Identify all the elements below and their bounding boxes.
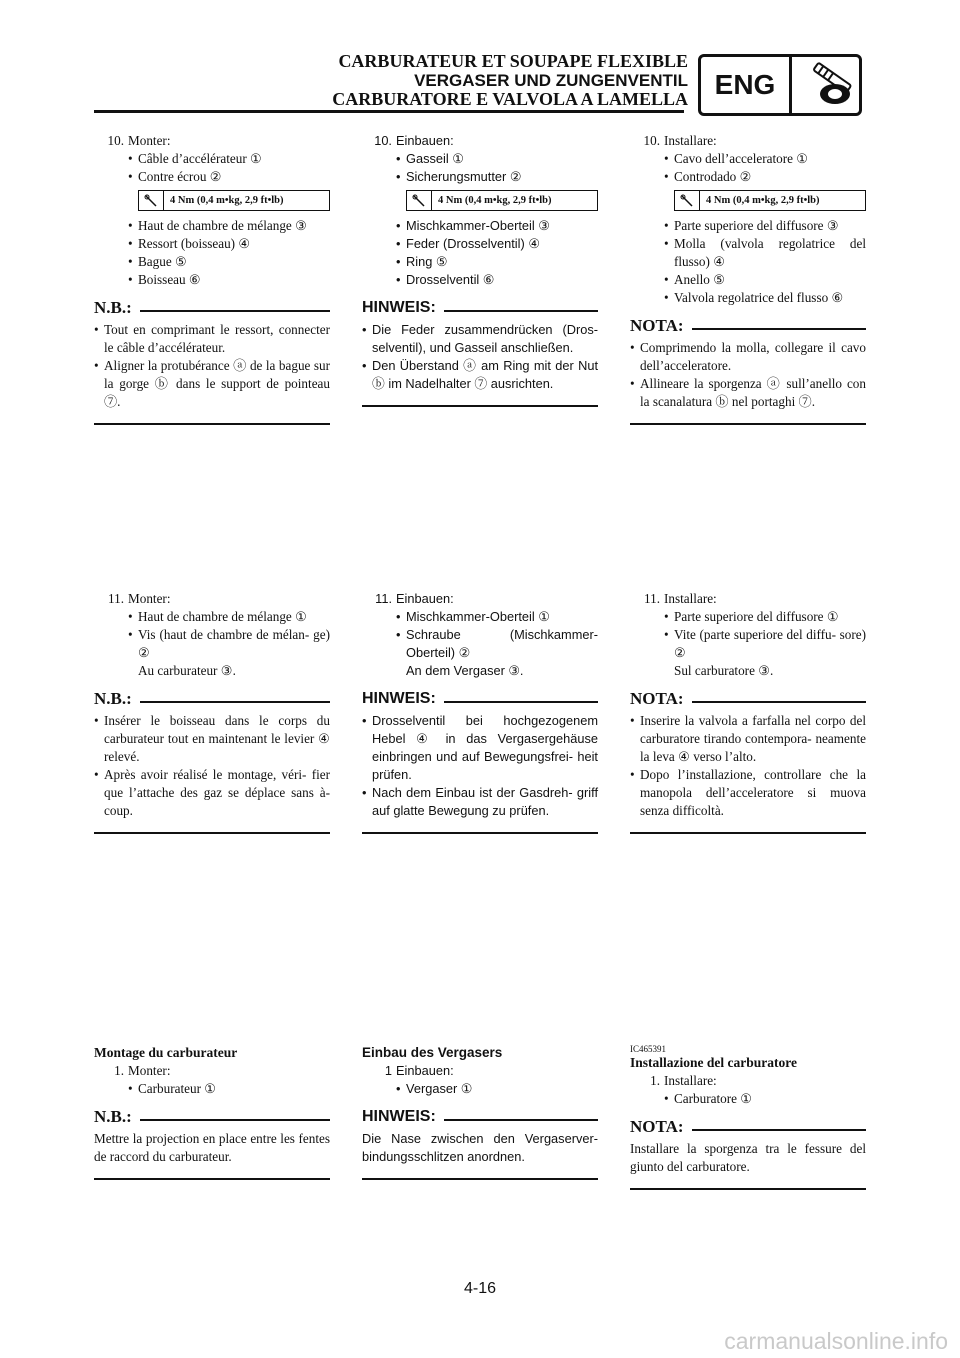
step-number: 10. [374,133,392,148]
note-item: • Allineare la sporgenza ⓐ sull’anello con la scanalatura ⓑ nel portaghi ⑦. [630,375,866,411]
de-step-11 [362,590,598,834]
note-item: • Tout en comprimant le ressort, connecter le câble d’accélérateur. [94,321,330,357]
note-end-rule [362,1178,598,1180]
list-item: • Mischkammer-Oberteil ① [362,608,598,626]
note-item: • Dopo l’installazione, controllare che la manopola dell’acceleratore si muova senza difficoltà. [630,766,866,820]
torque-spec [674,190,866,211]
note-heading [630,317,866,335]
note-end-rule [630,832,866,834]
it-carb-section [630,1044,866,1190]
note-item: • Drosselventil bei hochgezogenem Hebel ④ in das Vergasergehäuse einbringen und auf Bewegungsfrei- heit prüfen. [362,712,598,784]
note-rule [140,1119,330,1121]
de-carb-section [362,1044,598,1180]
list-item: • Parte superiore del diffusore ③ [630,217,866,235]
note-title: N.B.: [94,298,132,317]
list-item: • Ressort (boisseau) ④ [94,235,330,253]
note-end-rule [362,405,598,407]
step-heading: Installare: [664,591,717,606]
note-heading [94,1108,330,1126]
it-step-10 [630,132,866,425]
list-item: • Vite (parte superiore del diffu- sore) ② [630,626,866,662]
list-subitem: Au carburateur ③. [138,663,236,678]
list-item: • Cavo dell’acceleratore ① [630,150,866,168]
list-item: • Valvola regolatrice del flusso ⑥ [630,289,866,307]
list-item: • Sicherungsmutter ② [362,168,598,186]
torque-spec [138,190,330,211]
note-heading [362,690,598,708]
torque-value: 4 Nm (0,4 m•kg, 2,9 ft•lb) [438,194,552,206]
note-heading [362,1108,598,1126]
note-end-rule [94,423,330,425]
section-badge [698,54,862,116]
note-title: N.B.: [94,1107,132,1126]
section-title: Installazione del carburatore [630,1055,797,1070]
note-end-rule [94,1178,330,1180]
note-rule [444,701,598,703]
list-item: • Anello ⑤ [630,271,866,289]
step-number: 11. [108,591,124,606]
de-step-10 [362,132,598,407]
note-heading [362,299,598,317]
note-end-rule [362,832,598,834]
note-title: NOTA: [630,689,684,708]
wrench-icon [675,191,700,210]
note-item: • Aligner la protubérance ⓐ de la bague sur la gorge ⓑ dans le support de pointeau ⑦. [94,357,330,411]
note-heading [94,690,330,708]
note-item: • Insérer le boisseau dans le corps du carburateur tout en maintenant le levier ④ relevé. [94,712,330,766]
page-header [332,52,688,109]
list-item: • Contre écrou ② [94,168,330,186]
fr-step-11 [94,590,330,834]
note-item: • Die Feder zusammendrücken (Dros- selventil), und Gasseil anschließen. [362,321,598,357]
section-title: Montage du carburateur [94,1045,238,1060]
note-item: • Après avoir réalisé le montage, véri- fier que l’attache des gaz se déplace sans à-coup. [94,766,330,820]
note-title: HINWEIS: [362,690,436,707]
step-number: 10. [643,133,660,148]
note-title: HINWEIS: [362,299,436,316]
note-rule [692,328,866,330]
list-item: • Mischkammer-Oberteil ③ [362,217,598,235]
wrench-icon [139,191,164,210]
list-item: • Drosselventil ⑥ [362,271,598,289]
section-code: IC465391 [630,1044,666,1054]
note-heading [94,299,330,317]
note-heading [630,1118,866,1136]
torque-spec [406,190,598,211]
list-item: • Ring ⑤ [362,253,598,271]
fr-step-10 [94,132,330,425]
list-item: • Carburatore ① [630,1090,866,1108]
note-text: Die Nase zwischen den Vergaserver- bindungsschlitzen anordnen. [362,1131,598,1164]
note-rule [692,1129,866,1131]
header-title-it: CARBURATORE E VALVOLA A LAMELLA [332,89,688,109]
note-rule [444,1119,598,1121]
list-subitem: An dem Vergaser ③. [406,663,524,678]
list-item: • Carburateur ① [94,1080,330,1098]
list-subitem: Sul carburatore ③. [674,663,774,678]
step-heading: Monter: [128,133,171,148]
note-item: • Comprimendo la molla, collegare il cavo dell’acceleratore. [630,339,866,375]
step-heading: Monter: [128,591,171,606]
note-rule [140,310,330,312]
section-title: Einbau des Vergasers [362,1045,503,1060]
list-item: • Controdado ② [630,168,866,186]
watermark: carmanualsonline.info [724,1328,948,1354]
wrench-icon [407,191,432,210]
note-end-rule [630,1188,866,1190]
note-title: N.B.: [94,689,132,708]
list-item: • Bague ⑤ [94,253,330,271]
list-item: • Haut de chambre de mélange ① [94,608,330,626]
step-heading: Monter: [128,1063,171,1078]
note-title: NOTA: [630,316,684,335]
note-end-rule [630,423,866,425]
page-number: 4-16 [463,1280,497,1297]
step-number: 10. [107,133,124,148]
fr-carb-section [94,1044,330,1180]
list-item: • Haut de chambre de mélange ③ [94,217,330,235]
header-rule [94,110,684,113]
note-rule [692,701,866,703]
list-item: • Parte superiore del diffusore ① [630,608,866,626]
list-item: • Feder (Drosselventil) ④ [362,235,598,253]
note-heading [630,690,866,708]
it-step-11 [630,590,866,834]
note-item: • Inserire la valvola a farfalla nel corpo del carburatore tirando contempora- neamente la leva ④ verso l’alto. [630,712,866,766]
step-number: 1 [384,1063,392,1078]
note-end-rule [94,832,330,834]
list-item: • Câble d’accélérateur ① [94,150,330,168]
step-number: 11. [644,591,660,606]
list-item: • Boisseau ⑥ [94,271,330,289]
list-item: • Vis (haut de chambre de mélan- ge) ② [94,626,330,662]
step-heading: Einbauen: [396,591,454,606]
badge-label: ENG [701,57,792,113]
list-item: • Gasseil ① [362,150,598,168]
note-rule [140,701,330,703]
step-heading: Einbauen: [396,1063,454,1078]
note-item: • Nach dem Einbau ist der Gasdreh- griff auf glatte Bewegung zu prüfen. [362,784,598,820]
torque-value: 4 Nm (0,4 m•kg, 2,9 ft•lb) [706,194,820,206]
note-rule [444,310,598,312]
note-item: • Den Überstand ⓐ am Ring mit der Nut ⓑ im Nadelhalter ⑦ ausrichten. [362,357,598,393]
list-item: • Molla (valvola regolatrice del flusso) ④ [630,235,866,271]
step-heading: Installare: [664,133,717,148]
step-heading: Installare: [664,1073,717,1088]
step-number: 11. [375,591,392,606]
list-item: • Vergaser ① [362,1080,598,1098]
header-title-de: VERGASER UND ZUNGENVENTIL [414,71,688,90]
note-title: HINWEIS: [362,1108,436,1125]
note-text: Installare la sporgenza tra le fessure del giunto del carburatore. [630,1141,866,1174]
header-title-fr: CARBURATEUR ET SOUPAPE FLEXIBLE [338,51,688,71]
torque-value: 4 Nm (0,4 m•kg, 2,9 ft•lb) [170,194,284,206]
step-heading: Einbauen: [396,133,454,148]
step-number: 1. [650,1073,660,1088]
engine-bolt-icon [792,57,859,113]
list-item: • Schraube (Mischkammer- Oberteil) ② [362,626,598,662]
step-number: 1. [114,1063,124,1078]
note-title: NOTA: [630,1117,684,1136]
note-text: Mettre la projection en place entre les fentes de raccord du carburateur. [94,1131,330,1164]
